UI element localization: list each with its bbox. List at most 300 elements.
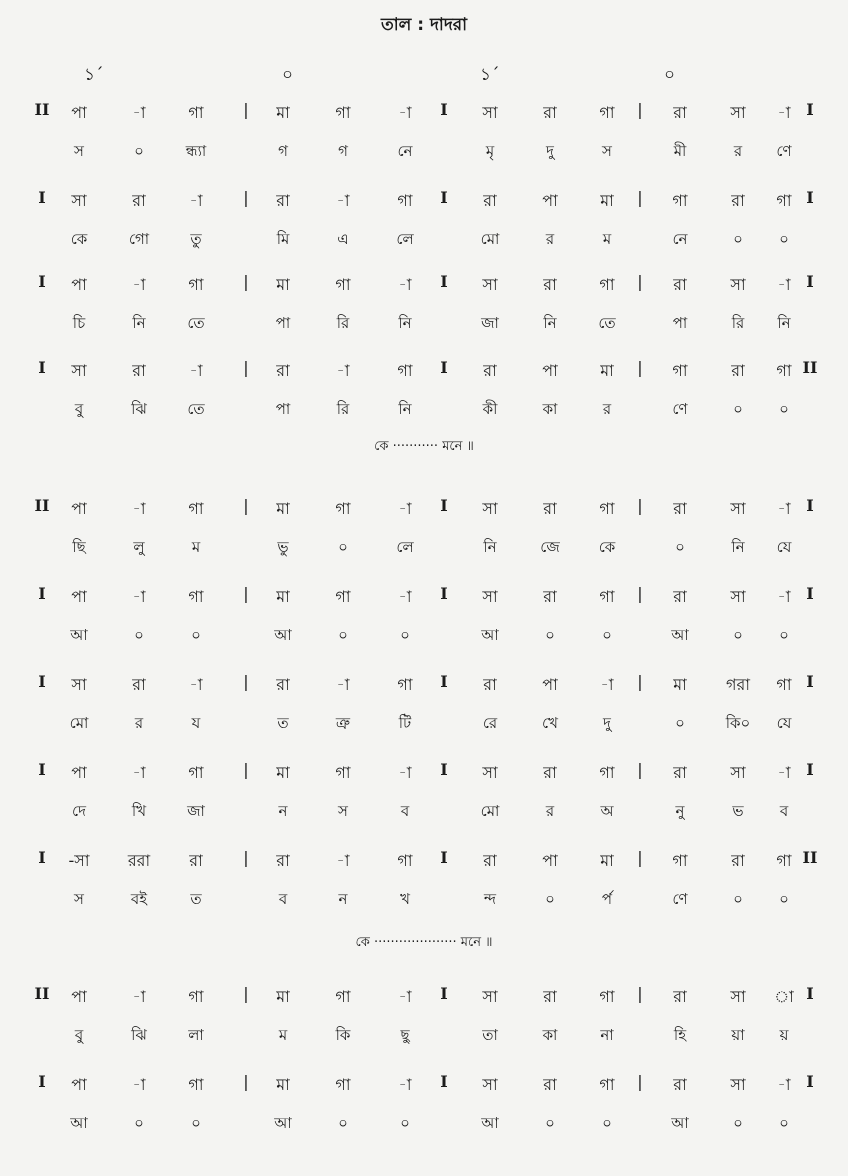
swara-note: গা: [776, 361, 792, 380]
lyric-syllable: ০: [733, 890, 743, 908]
notation-stave: [0, 848, 848, 918]
beat-marks-row: [0, 62, 848, 86]
barline: I: [38, 760, 46, 779]
barline: I: [806, 496, 814, 515]
lyric-syllable: র্প: [601, 890, 613, 908]
swara-line: [0, 1072, 848, 1098]
swara-note: গা: [188, 763, 204, 782]
swara-note: রা: [483, 851, 497, 870]
lyric-syllable: আ: [671, 626, 689, 644]
swara-note: -া: [398, 763, 412, 782]
swara-note: গা: [397, 361, 413, 380]
swara-note: রা: [483, 361, 497, 380]
barline: |: [637, 760, 643, 779]
lyric-syllable: আ: [70, 626, 88, 644]
lyric-syllable: ম: [191, 538, 201, 556]
swara-note: মা: [600, 361, 614, 380]
barline: |: [637, 984, 643, 1003]
swara-note: সা: [482, 763, 498, 782]
barline: I: [806, 1072, 814, 1091]
swara-note: রা: [543, 763, 557, 782]
barline: I: [440, 358, 448, 377]
notation-stave: [0, 358, 848, 428]
swara-note: -া: [132, 763, 146, 782]
swara-note: রা: [543, 103, 557, 122]
swara-note: গা: [188, 103, 204, 122]
lyric-syllable: ণে: [776, 142, 792, 160]
swara-note: গা: [599, 1075, 615, 1094]
swara-note: গা: [776, 675, 792, 694]
lyric-syllable: লে: [396, 538, 414, 556]
swara-note: সা: [730, 763, 746, 782]
swara-note: গা: [188, 587, 204, 606]
swara-note: মা: [276, 763, 290, 782]
lyric-syllable: ০: [134, 626, 144, 644]
swara-note: রা: [132, 361, 146, 380]
swara-note: সা: [730, 103, 746, 122]
swara-note: সা: [730, 587, 746, 606]
lyric-syllable: লা: [188, 1026, 204, 1044]
lyric-syllable: নি: [398, 314, 412, 332]
lyric-syllable: য়: [779, 1026, 789, 1044]
barline: |: [243, 584, 249, 603]
lyric-syllable: র: [602, 400, 612, 418]
barline: |: [637, 188, 643, 207]
lyric-syllable: আ: [481, 1114, 499, 1132]
lyric-syllable: জে: [540, 538, 560, 556]
swara-note: -া: [398, 987, 412, 1006]
notation-stave: [0, 272, 848, 342]
lyric-syllable: কী: [482, 400, 498, 418]
lyric-syllable: রি: [336, 400, 350, 418]
swara-note: গা: [672, 361, 688, 380]
lyric-syllable: কি০: [725, 714, 751, 732]
swara-note: পা: [542, 361, 558, 380]
barline: I: [440, 272, 448, 291]
barline: I: [38, 358, 46, 377]
swara-note: -া: [398, 1075, 412, 1094]
barline: |: [243, 358, 249, 377]
lyric-syllable: আ: [481, 626, 499, 644]
lyric-syllable: নি: [543, 314, 557, 332]
swara-note: গা: [188, 1075, 204, 1094]
lyric-syllable: রি: [336, 314, 350, 332]
lyric-syllable: ০: [602, 1114, 612, 1132]
swara-note: -া: [189, 191, 203, 210]
swara-note: রা: [673, 103, 687, 122]
swara-note: রা: [483, 675, 497, 694]
lyric-line: [0, 536, 848, 562]
lyric-syllable: না: [600, 1026, 614, 1044]
lyric-syllable: ণে: [672, 400, 688, 418]
refrain-note: কে ···················· মনে ॥: [355, 935, 493, 950]
swara-note: -া: [777, 763, 791, 782]
swara-note: -া: [336, 191, 350, 210]
barline: I: [38, 272, 46, 291]
barline: |: [637, 1072, 643, 1091]
swara-note: রা: [132, 675, 146, 694]
lyric-syllable: ০: [191, 626, 201, 644]
swara-note: রা: [731, 361, 745, 380]
swara-note: গা: [397, 191, 413, 210]
barline: I: [440, 672, 448, 691]
barline: I: [440, 584, 448, 603]
lyric-syllable: ন: [278, 802, 288, 820]
swara-note: -া: [132, 103, 146, 122]
swara-note: সা: [71, 675, 87, 694]
lyric-syllable: অ: [600, 802, 614, 820]
lyric-line: [0, 624, 848, 650]
notation-stave: [0, 188, 848, 258]
lyric-line: [0, 398, 848, 424]
swara-line: [0, 358, 848, 384]
swara-note: রা: [731, 851, 745, 870]
lyric-syllable: র: [733, 142, 743, 160]
swara-line: [0, 760, 848, 786]
swara-note: সা: [482, 1075, 498, 1094]
lyric-syllable: হি: [673, 1026, 687, 1044]
lyric-syllable: আ: [274, 1114, 292, 1132]
lyric-syllable: মী: [673, 142, 687, 160]
barline: I: [440, 100, 448, 119]
swara-note: গা: [599, 987, 615, 1006]
lyric-syllable: ০: [779, 400, 789, 418]
swara-note: পা: [542, 191, 558, 210]
swara-note: রা: [543, 587, 557, 606]
barline: |: [243, 496, 249, 515]
lyric-syllable: দু: [546, 142, 554, 160]
barline: |: [243, 188, 249, 207]
swara-line: [0, 272, 848, 298]
swara-note: গা: [599, 763, 615, 782]
lyric-syllable: ন: [338, 890, 348, 908]
lyric-syllable: জা: [187, 802, 205, 820]
swara-note: গা: [397, 851, 413, 870]
lyric-syllable: স: [602, 142, 612, 160]
swara-note: রা: [276, 675, 290, 694]
lyric-syllable: ঝি: [131, 400, 147, 418]
swara-note: সা: [482, 103, 498, 122]
swara-note: সা: [730, 499, 746, 518]
swara-note: রা: [189, 851, 203, 870]
swara-note: গা: [335, 499, 351, 518]
notation-stave: [0, 100, 848, 170]
swara-note: -া: [132, 499, 146, 518]
lyric-syllable: ০: [400, 626, 410, 644]
lyric-syllable: কে: [598, 538, 616, 556]
swara-note: -া: [398, 275, 412, 294]
lyric-line: [0, 228, 848, 254]
swara-note: মা: [276, 587, 290, 606]
swara-note: সা: [730, 275, 746, 294]
barline: |: [637, 848, 643, 867]
lyric-syllable: স: [74, 890, 84, 908]
swara-note: রা: [276, 851, 290, 870]
lyric-syllable: ম: [278, 1026, 288, 1044]
swara-note: সা: [730, 1075, 746, 1094]
lyric-syllable: গ: [278, 142, 288, 160]
barline: |: [243, 272, 249, 291]
lyric-syllable: রি: [731, 314, 745, 332]
barline: |: [243, 100, 249, 119]
barline: I: [38, 848, 46, 867]
beat-mark: ০: [664, 65, 676, 85]
lyric-syllable: নি: [398, 400, 412, 418]
swara-note: -সা: [68, 851, 90, 870]
lyric-syllable: ত্রু: [335, 714, 351, 732]
page-title: তাল : দাদরা: [380, 15, 468, 35]
swara-note: গা: [672, 191, 688, 210]
swara-note: -া: [132, 587, 146, 606]
barline: I: [440, 760, 448, 779]
swara-line: [0, 848, 848, 874]
lyric-syllable: খ: [400, 890, 410, 908]
lyric-syllable: স: [74, 142, 84, 160]
lyric-syllable: ণে: [672, 890, 688, 908]
swara-note: গা: [397, 675, 413, 694]
swara-note: পা: [71, 499, 87, 518]
swara-note: পা: [542, 851, 558, 870]
swara-note: গা: [188, 987, 204, 1006]
swara-note: -া: [132, 1075, 146, 1094]
notation-stave: [0, 984, 848, 1054]
lyric-syllable: যে: [776, 538, 792, 556]
swara-note: সা: [730, 987, 746, 1006]
lyric-syllable: আ: [671, 1114, 689, 1132]
barline: I: [38, 672, 46, 691]
lyric-syllable: নু: [675, 802, 685, 820]
lyric-line: [0, 712, 848, 738]
swara-note: -া: [189, 675, 203, 694]
barline: II: [34, 496, 50, 515]
lyric-syllable: কা: [542, 1026, 558, 1044]
lyric-syllable: টি: [398, 714, 412, 732]
swara-note: -া: [132, 987, 146, 1006]
barline: I: [440, 984, 448, 1003]
lyric-syllable: আ: [274, 626, 292, 644]
barline: |: [637, 672, 643, 691]
barline: I: [806, 584, 814, 603]
notation-stave: [0, 760, 848, 830]
lyric-syllable: ব: [278, 890, 288, 908]
swara-note: মা: [276, 499, 290, 518]
lyric-syllable: লু: [133, 538, 145, 556]
swara-note: মা: [600, 191, 614, 210]
lyric-syllable: ত: [277, 714, 289, 732]
swara-note: গা: [776, 191, 792, 210]
notation-stave: [0, 584, 848, 654]
barline: I: [38, 1072, 46, 1091]
swara-note: -া: [336, 675, 350, 694]
barline: II: [802, 358, 818, 377]
lyric-syllable: চি: [72, 314, 86, 332]
barline: I: [806, 984, 814, 1003]
lyric-syllable: তে: [187, 314, 205, 332]
lyric-syllable: মি: [276, 230, 290, 248]
swara-line: [0, 100, 848, 126]
lyric-syllable: নে: [397, 142, 413, 160]
lyric-syllable: মো: [480, 230, 500, 248]
barline: II: [802, 848, 818, 867]
lyric-syllable: ০: [134, 142, 144, 160]
swara-note: রা: [543, 499, 557, 518]
lyric-syllable: দু: [603, 714, 611, 732]
lyric-syllable: খি: [131, 802, 147, 820]
swara-note: রা: [276, 191, 290, 210]
lyric-syllable: ০: [545, 1114, 555, 1132]
swara-note: গা: [672, 851, 688, 870]
lyric-syllable: ০: [779, 626, 789, 644]
swara-note: মা: [276, 275, 290, 294]
notation-stave: [0, 1072, 848, 1142]
barline: I: [806, 760, 814, 779]
lyric-syllable: ম: [602, 230, 612, 248]
lyric-syllable: নি: [132, 314, 146, 332]
barline: I: [806, 188, 814, 207]
lyric-syllable: পা: [275, 314, 291, 332]
lyric-syllable: আ: [70, 1114, 88, 1132]
barline: I: [440, 496, 448, 515]
barline: II: [34, 984, 50, 1003]
lyric-syllable: যে: [776, 714, 792, 732]
lyric-syllable: র: [134, 714, 144, 732]
swara-note: পা: [71, 275, 87, 294]
swara-note: রা: [543, 987, 557, 1006]
swara-note: রা: [276, 361, 290, 380]
lyric-syllable: বু: [74, 400, 84, 418]
lyric-syllable: ০: [338, 1114, 348, 1132]
swara-note: সা: [71, 361, 87, 380]
barline: |: [637, 358, 643, 377]
swara-line: [0, 584, 848, 610]
barline: I: [806, 672, 814, 691]
swara-note: সা: [482, 499, 498, 518]
lyric-line: [0, 1024, 848, 1050]
swara-note: গা: [599, 103, 615, 122]
lyric-syllable: ০: [191, 1114, 201, 1132]
swara-note: রা: [483, 191, 497, 210]
lyric-syllable: মো: [69, 714, 89, 732]
swara-note: া: [774, 987, 794, 1006]
swara-note: রা: [673, 987, 687, 1006]
barline: I: [38, 584, 46, 603]
swara-note: -া: [336, 851, 350, 870]
lyric-syllable: ন্দ: [483, 890, 497, 908]
lyric-line: [0, 888, 848, 914]
swara-note: -া: [132, 275, 146, 294]
swara-note: পা: [71, 587, 87, 606]
barline: |: [243, 848, 249, 867]
swara-line: [0, 672, 848, 698]
refrain-note: কে ··········· মনে ॥: [374, 439, 474, 454]
swara-note: গা: [599, 587, 615, 606]
lyric-syllable: ০: [338, 538, 348, 556]
swara-note: -া: [777, 587, 791, 606]
lyric-syllable: তে: [598, 314, 616, 332]
swara-note: পা: [71, 1075, 87, 1094]
lyric-syllable: বু: [74, 1026, 84, 1044]
lyric-syllable: গো: [128, 230, 150, 248]
lyric-syllable: ০: [675, 714, 685, 732]
barline: I: [38, 188, 46, 207]
lyric-syllable: রে: [482, 714, 498, 732]
barline: |: [637, 100, 643, 119]
swara-note: -া: [398, 587, 412, 606]
lyric-syllable: খে: [542, 714, 558, 732]
lyric-syllable: গ: [338, 142, 348, 160]
swara-note: রা: [673, 275, 687, 294]
lyric-syllable: য: [191, 714, 201, 732]
lyric-syllable: ০: [400, 1114, 410, 1132]
lyric-syllable: নি: [777, 314, 791, 332]
lyric-syllable: ০: [545, 890, 555, 908]
swara-note: রা: [673, 763, 687, 782]
barline: I: [440, 1072, 448, 1091]
swara-note: গা: [335, 1075, 351, 1094]
lyric-syllable: ব: [400, 802, 410, 820]
swara-note: সা: [482, 275, 498, 294]
swara-note: পা: [71, 987, 87, 1006]
beat-mark: ১´: [480, 65, 500, 85]
swara-note: মা: [600, 851, 614, 870]
lyric-syllable: কে: [70, 230, 88, 248]
swara-note: গা: [599, 499, 615, 518]
lyric-syllable: কি: [335, 1026, 351, 1044]
swara-note: রা: [132, 191, 146, 210]
swara-note: গা: [335, 275, 351, 294]
barline: II: [34, 100, 50, 119]
lyric-syllable: ভু: [277, 538, 289, 556]
swara-note: রা: [673, 499, 687, 518]
swara-note: রা: [543, 1075, 557, 1094]
lyric-syllable: ০: [779, 890, 789, 908]
barline: |: [637, 584, 643, 603]
lyric-syllable: দে: [72, 802, 86, 820]
lyric-syllable: মৃ: [485, 142, 495, 160]
swara-line: [0, 984, 848, 1010]
barline: |: [243, 760, 249, 779]
lyric-syllable: নে: [672, 230, 688, 248]
lyric-syllable: ভ: [732, 802, 744, 820]
lyric-line: [0, 140, 848, 166]
swara-line: [0, 496, 848, 522]
lyric-syllable: র: [545, 802, 555, 820]
swara-note: সা: [482, 587, 498, 606]
barline: |: [637, 496, 643, 515]
notation-stave: [0, 496, 848, 566]
lyric-syllable: তা: [482, 1026, 498, 1044]
barline: I: [440, 848, 448, 867]
lyric-syllable: ০: [134, 1114, 144, 1132]
lyric-syllable: নি: [731, 538, 745, 556]
swara-note: পা: [71, 763, 87, 782]
swara-note: গা: [335, 763, 351, 782]
lyric-syllable: জা: [481, 314, 499, 332]
swara-note: -া: [600, 675, 614, 694]
lyric-syllable: নি: [483, 538, 497, 556]
lyric-syllable: মো: [480, 802, 500, 820]
lyric-syllable: এ: [337, 230, 349, 248]
lyric-syllable: ছি: [72, 538, 86, 556]
swara-note: -া: [398, 499, 412, 518]
swara-line: [0, 188, 848, 214]
lyric-syllable: ০: [733, 400, 743, 418]
swara-note: -া: [777, 275, 791, 294]
lyric-syllable: পা: [672, 314, 688, 332]
lyric-syllable: বই: [130, 890, 148, 908]
lyric-syllable: ত: [190, 890, 202, 908]
barline: |: [243, 672, 249, 691]
